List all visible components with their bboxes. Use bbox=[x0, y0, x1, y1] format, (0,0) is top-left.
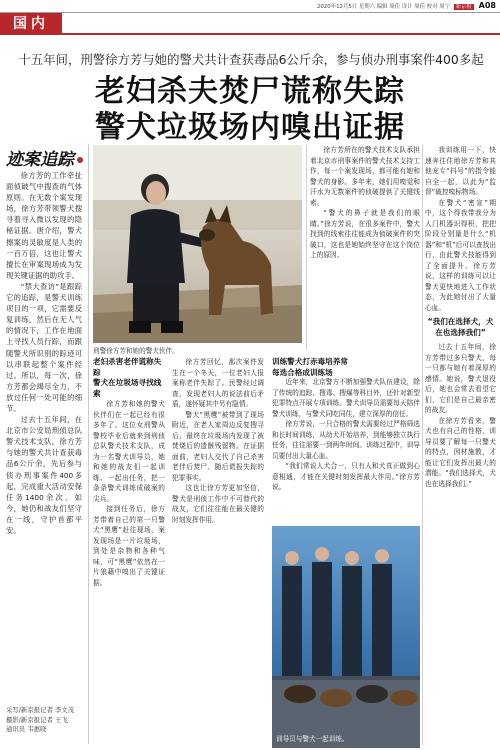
photo-caption: 刑警徐方芳和她的警犬伙伴。 bbox=[93, 347, 179, 355]
top-rule bbox=[0, 12, 500, 13]
page-number: A08 bbox=[478, 1, 496, 10]
photo-caption: 训导员与警犬一起训练。 bbox=[276, 735, 349, 743]
intro-paragraph: “禁大查访”是跟踪它的追踪，是警犬训练项目的一项，它需要反复训练，然后在无人气的情况下，工作在地面上寻找人员行踪，而跟随警犬所识别的踪迹可以串联起整个案件经过。所以，每一次，徐方芳都会竭尽全力，不放过任何一处可能的细节。 bbox=[6, 281, 82, 413]
body-paragraph: 徐方芳说，一只合格的警犬需要经过严格筛选和长时间训练，从幼犬开始培养，到能够独立执行任务，往往需要一到两年时间。训练过程中，训导员要付出大量心血。 bbox=[272, 420, 420, 460]
column-tag bbox=[6, 145, 92, 170]
column-tag-label: 迹案追踪 bbox=[6, 150, 74, 170]
body-paragraph: 接到任务后，徐方芳带着自己的第一只警犬“黑鹰”赶往现场，案发现场是一片垃圾场，到处是杂物和各种气味，可“黑鹰”依然在一片狼藉中嗅出了关键证据。 bbox=[93, 505, 165, 587]
column-divider bbox=[88, 144, 89, 744]
photo-training-image bbox=[272, 526, 420, 748]
body-paragraph: 徐方芳所在的警犬技术支队承担着北京市刑事案件的警犬技术支持工作，每一个案发现场，都可能有她和警犬的身影。多年来，她们用嗅觉和汗水为无数案件的侦破提供了关键线索。 bbox=[310, 146, 420, 207]
page-meta bbox=[317, 1, 496, 10]
byline: 采写/新京报记者 李文茂 摄影/新京报记者 王飞 通讯员 韦惠晓 bbox=[6, 706, 75, 733]
section-label: 国内 bbox=[0, 13, 62, 35]
body-paragraph: 徐方芳回忆，那次案件发生在一个冬天，一位老妇人报案称老伴失踪了。民警经过调查，发现老妇人的说法前后矛盾，遂怀疑其中另有隐情。 bbox=[172, 358, 264, 408]
article-column-5 bbox=[425, 145, 496, 745]
body-paragraph: “警犬的鼻子就是我们的眼睛。”徐方芳说，在很多案件中，警犬找到的线索往往能成为侦破案件的突破口，这也是她始终坚守在这个岗位上的原因。 bbox=[310, 209, 420, 259]
body-paragraph: 在徐方芳看来，警犬也有自己的性格，训导员要了解每一只警犬的特点，因材施教，才能让它们发挥出最大的潜能。“我们选择犬，犬也在选择我们。” bbox=[425, 416, 496, 488]
body-paragraph: 近年来，北京警方不断加强警犬队伍建设，除了传统的追踪、搜毒、搜爆等科目外，还针对新型犯罪特点开展专项训练。警犬训导员需要每天陪伴警犬训练，与警犬同吃同住，建立深厚的信任。 bbox=[272, 378, 420, 418]
intro-paragraph: 徐方芳的工作牵扯面侦破气中搜查的气体原则。在无数个案发现场，徐方芳带领警犬搜寻着寻入微以发现的隐秘证据。唐介绍，警犬擦案的灵敏度是人类的一百万倍，这也让警犬擅长在审案现场成为发现关键证据的助攻手。 bbox=[6, 171, 82, 280]
body-paragraph: 这也让徐方芳更加坚信，警犬是刑侦工作中不可替代的战友，它们往往能在最关键的时刻发挥作用。 bbox=[172, 484, 264, 524]
article-column-2 bbox=[93, 357, 165, 747]
subheading: 老妇杀害老伴谎称失踪 警犬在垃圾场寻找线索 bbox=[93, 357, 162, 398]
headline-line-1: 老妇杀夫焚尸谎称失踪 bbox=[95, 74, 405, 109]
column-divider bbox=[306, 145, 307, 350]
body-paragraph: 过去十五年间，徐方芳带过多只警犬，每一只都与她有着深厚的感情。她说，警犬退役后，她也会常去看望它们，它们是自己最亲密的战友。 bbox=[425, 343, 496, 414]
edition-info: 2020年12月5日 星期六 编辑 周佳 设计 周佳 校对 周宁 bbox=[317, 4, 451, 10]
body-paragraph: 在警犬“密宣”期中，这个得我带我分为人门机器识得积，把把阶段分别量是什么“机器”和“机”后可以查找出行，由此警犬技能得到了全面提升。徐方芳说，这样的训练可以让警犬更快地进入工作状态，为此她付出了大量心血。 bbox=[425, 198, 496, 312]
section-rule bbox=[62, 33, 500, 35]
article-column-3 bbox=[172, 357, 264, 747]
article-column-4 bbox=[272, 377, 420, 523]
headline-line-2: 警犬垃圾场内嗅出证据 bbox=[95, 110, 405, 145]
photo-officer-with-dog-image bbox=[93, 145, 302, 343]
subheading: “我们在选择犬，犬在也选择我们” bbox=[427, 317, 494, 337]
body-paragraph: 警犬“黑鹰”被带到了现场附近，在老人家周边反复搜寻后，最终在垃圾场内发现了被焚烧后的遗骸残留物。在证据面前，老妇人交代了自己杀害老伴后焚尸、随后谎报失踪的犯罪事实。 bbox=[172, 410, 264, 482]
column-divider bbox=[422, 145, 423, 745]
body-paragraph: 我训练用一下，快速奔往住地徐方芳和其他宠专“抖号”的指令能自全一起，以此为“监督”破控嗅标物场。 bbox=[425, 146, 496, 196]
photo-training bbox=[272, 526, 420, 748]
kicker: 十五年间，刑警徐方芳与她的警犬共计查获毒品6公斤余，参与侦办刑事案件400多起 bbox=[18, 52, 484, 67]
tag-dot-icon bbox=[77, 157, 83, 163]
subheading: 训练警犬打赤毒培养常 每选合格成训练场 bbox=[272, 357, 348, 377]
intro-column bbox=[6, 170, 82, 700]
brand-badge: 新京报 bbox=[455, 4, 472, 10]
body-paragraph: “我们常说人犬合一，只有人和犬真正做到心意相通，才能在关键时刻发挥最大作用。”徐方芳说。 bbox=[272, 462, 420, 491]
intro-paragraph: 过去十五年间，在北京市公安局刑侦总队警犬技术支队，徐方芳与她的警犬共计查获毒品6公斤余，先后参与侦办刑事案件400多起，完成重大活动安保任务1400余次。如今，她仍和战友们坚守在一线，守护首都平安。 bbox=[6, 415, 82, 535]
body-paragraph: 徐方芳和她的警犬伙伴们在一起已经有很多年了。这位女刑警从警校毕业后就来到刑侦总队警犬技术支队，成为一名警犬训导员，她和她的战友们一起训练、一起出任务，把一条条警犬训练成破案的尖兵。 bbox=[93, 400, 165, 503]
article-column-6 bbox=[310, 145, 420, 350]
body-text bbox=[93, 399, 165, 588]
photo-officer-with-dog bbox=[93, 145, 302, 343]
